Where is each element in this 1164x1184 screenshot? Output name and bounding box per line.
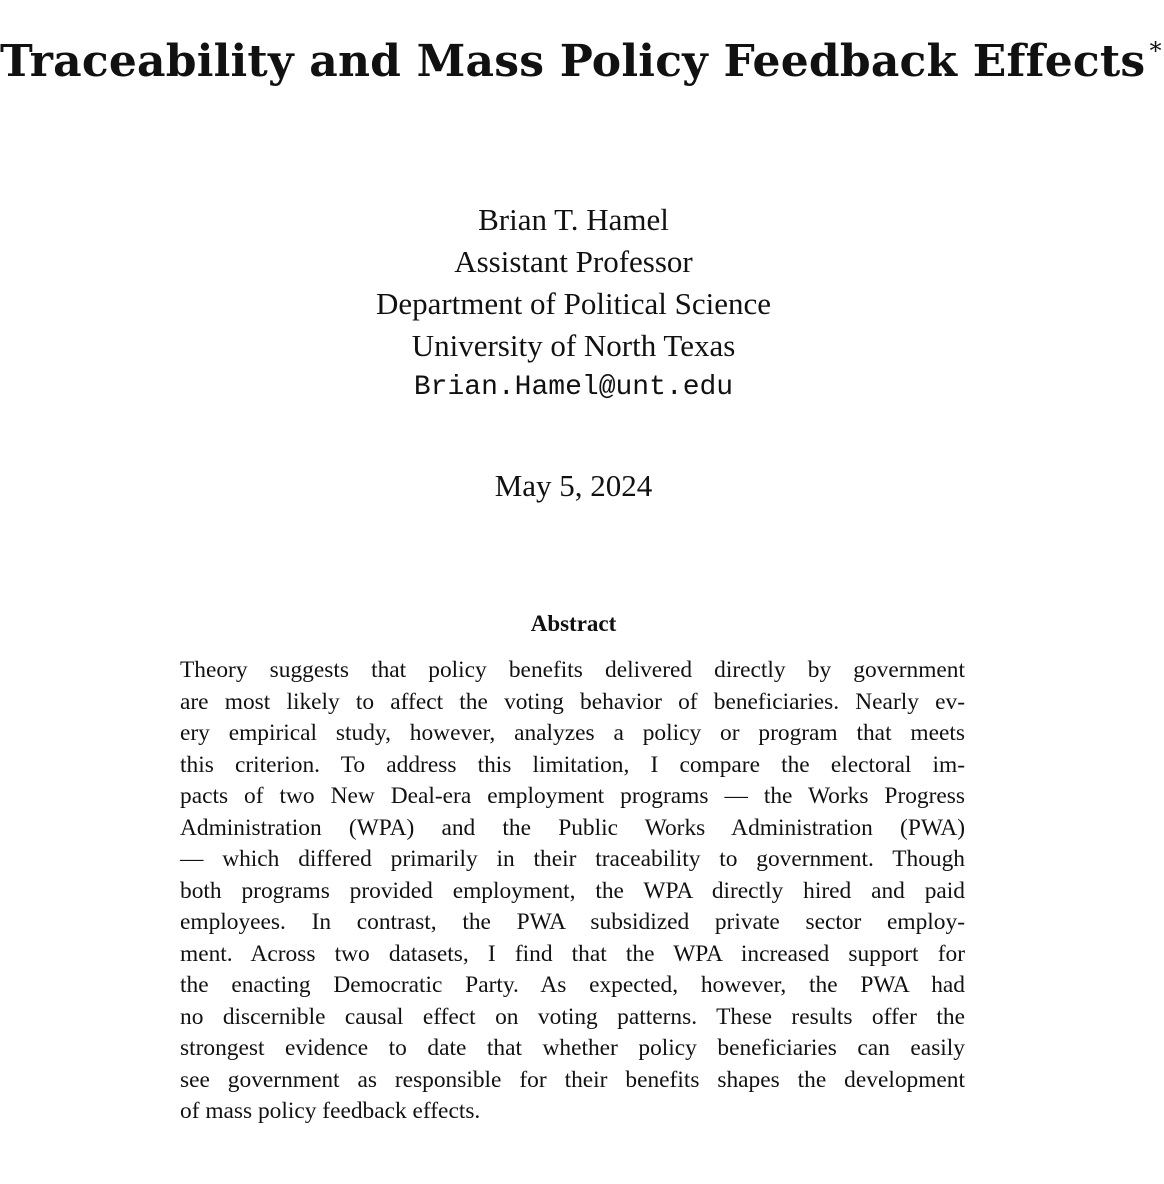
abstract-line: of mass policy feedback effects. [180,1098,481,1124]
abstract-line: ment. Across two datasets, I find that the WPA increased support for [180,940,965,967]
abstract-line: employees. In contrast, the PWA subsidized private sector employ- [180,909,965,935]
author-email: Brian.Hamel@unt.edu [413,372,734,403]
author-name: Brian T. Hamel [478,202,669,237]
abstract-line: both programs provided employment, the WPA directly hired and paid [180,877,965,904]
abstract-line: see government as responsible for their benefits shapes the development [180,1066,965,1093]
abstract-line: strongest evidence to date that whether policy beneficiaries can easily [180,1035,965,1061]
paper-title-text: Traceability and Mass Policy Feedback Effects [0,36,1146,87]
paper-title [0,32,1164,87]
title-footnote-mark: ∗ [1147,32,1164,60]
abstract-line: ery empirical study, however, analyzes a policy or program that meets [180,720,965,746]
paper-date: May 5, 2024 [494,468,653,503]
abstract-line: Administration (WPA) and the Public Works Administration (PWA) [180,814,965,841]
author-block [0,199,1147,409]
abstract-heading: Abstract [530,611,617,636]
abstract-line: pacts of two New Deal-era employment programs — the Works Progress [180,783,965,809]
abstract-line: this criterion. To address this limitation, I compare the electoral im- [180,751,965,778]
abstract-line: the enacting Democratic Party. As expected, however, the PWA had [180,972,965,998]
abstract-line: — which differed primarily in their traceability to government. Though [180,846,965,872]
abstract-body [180,655,965,1128]
abstract-line: Theory suggests that policy benefits delivered directly by government [180,657,965,683]
abstract-line: no discernible causal effect on voting patterns. These results offer the [180,1003,965,1030]
abstract-line: are most likely to affect the voting behavior of beneficiaries. Nearly ev- [180,688,965,715]
author-department: Department of Political Science [375,286,772,321]
author-position: Assistant Professor [454,244,693,279]
author-institution: University of North Texas [411,328,736,363]
